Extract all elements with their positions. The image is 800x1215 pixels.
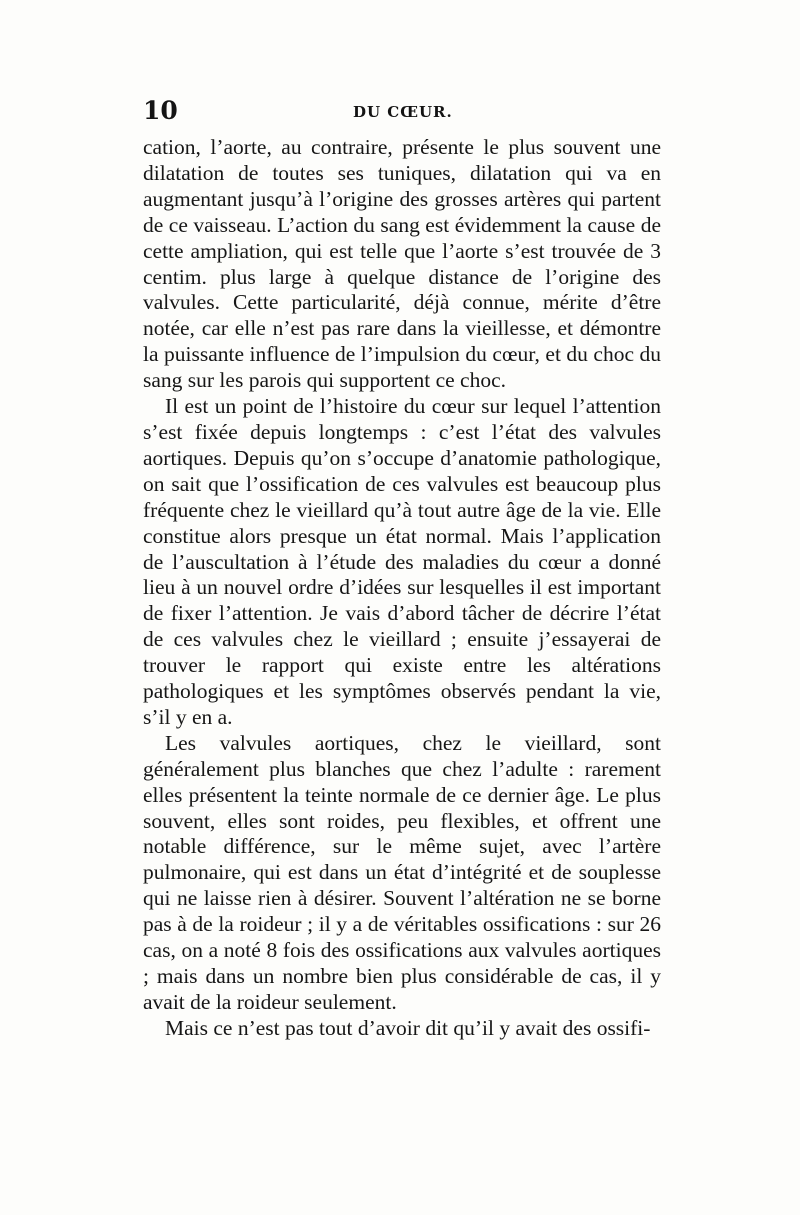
body-text: [143, 135, 661, 1042]
running-head: DU CŒUR.: [353, 103, 453, 121]
paragraph-aortic-valves-description: Les valvules aortiques, chez le vieillard, sont généralement plus blanches que chez l’adulte : rarement elles présentent la teinte normale de ce dernier âge. Le plus souvent, elles sont roides, peu flexibles, et offrent une notable différence, sur le même sujet, avec l’artère pulmonaire, qui est dans un état d’intégrité et de souplesse qui ne laisse rien à désirer. Souvent l’altération ne se borne pas à de la roideur ; il y a de véritables ossifications : sur 26 cas, on a noté 8 fois des ossifications aux valvules aortiques ; mais dans un nombre bien plus considérable de cas, il y avait de la roideur seulement.: [143, 730, 661, 1014]
paragraph-ossification-start: Mais ce n’est pas tout d’avoir dit qu’il y avait des ossifi-: [165, 1015, 651, 1040]
paragraph-aortic-valves-intro: Il est un point de l’histoire du cœur sur lequel l’attention s’est fixée depuis longtemps : c’est l’état des valvules aortiques. Depuis qu’on s’occupe d’anatomie pathologique, on sait que l’ossification de ces valvules est beaucoup plus fréquente chez le vieillard qu’à tout autre âge de la vie. Elle constitue alors presque un état normal. Mais l’application de l’auscultation à l’étude des maladies du cœur a donné lieu à un nouvel ordre d’idées sur lesquelles il est important de fixer l’attention. Je vais d’abord tâcher de décrire l’état de ces valvules chez le vieillard ; ensuite j’essayerai de trouver le rapport qui existe entre les altérations pathologiques et les symptômes observés pendant la vie, s’il y en a.: [143, 394, 661, 729]
page-header: [143, 96, 663, 130]
page-number: 10: [143, 96, 178, 125]
paragraph-continuation: cation, l’aorte, au contraire, présente le plus souvent une dilatation de toutes ses tuniques, dilatation qui va en augmentant jusqu’à l’origine des grosses artères qui partent de ce vaisseau. L’action du sang est évidemment la cause de cette ampliation, qui est telle que l’aorte s’est trouvée de 3 centim. plus large à quelque distance de l’origine des valvules. Cette particularité, déjà connue, mérite d’être notée, car elle n’est pas rare dans la vieillesse, et démontre la puissante influence de l’impulsion du cœur, et du choc du sang sur les parois qui supportent ce choc.: [143, 135, 661, 393]
